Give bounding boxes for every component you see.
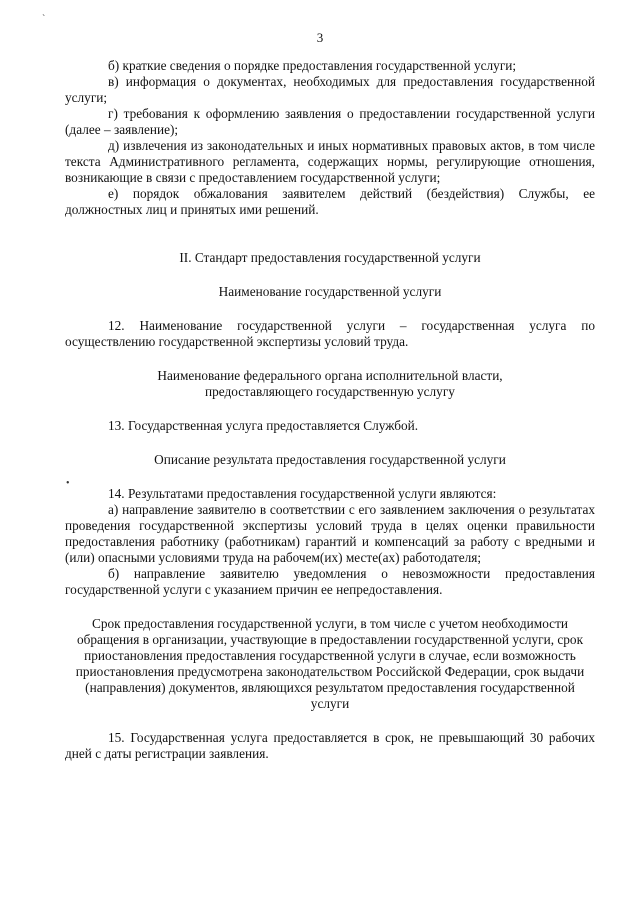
heading-term: Срок предоставления государственной услуги, в том числе с учетом необходимости обращения в организации, участвующие в предоставлении государственной услуги, срок приостановления предоставления государственной услуги в случае, если возможность приостановления предусмотрена законодательством Российской Федерации, срок выдачи (направления) документов, являющихся результатом предоставления государственной услуги [75, 616, 585, 711]
paragraph-e-appeal: е) порядок обжалования заявителем действий (бездействия) Службы, ее должностных лиц и принятых ими решений. [65, 186, 595, 217]
paragraph-15: 15. Государственная услуга предоставляется в срок, не превышающий 30 рабочих дней с даты регистрации заявления. [65, 730, 595, 761]
paragraph-g-requirements: г) требования к оформлению заявления о предоставлении государственной услуги (далее – заявление); [65, 106, 595, 137]
paragraph-b-summary: б) краткие сведения о порядке предоставления государственной услуги; [108, 58, 517, 73]
paragraph-14a: а) направление заявителю в соответствии с его заявлением заключения о результатах проведения государственной экспертизы условий труда в целях оценки правильности предоставления работнику (работникам) гарантий и компенсаций за работу с вредными и (или) опасными условиями труда на рабочем(их) месте(ах) работодателя; [65, 502, 595, 565]
section-title: II. Стандарт предоставления государственной услуги [179, 250, 481, 265]
page-number: 3 [316, 30, 324, 45]
scan-dot: • [66, 478, 70, 489]
document-body [65, 58, 595, 762]
paragraph-14b: б) направление заявителю уведомления о невозможности предоставления государственной услуги с указанием причин ее непредоставления. [65, 566, 595, 597]
heading-service-name: Наименование государственной услуги [218, 284, 442, 299]
heading-federal-body: Наименование федерального органа исполнительной власти, предоставляющего государственную услугу [157, 368, 503, 399]
paragraph-12: 12. Наименование государственной услуги – государственная услуга по осуществлению государственной экспертизы условий труда. [65, 318, 595, 349]
heading-result: Описание результата предоставления государственной услуги [154, 452, 506, 467]
paragraph-14: 14. Результатами предоставления государственной услуги являются: [108, 486, 497, 501]
paragraph-d-extracts: д) извлечения из законодательных и иных нормативных правовых актов, в том числе текста Административного регламента, содержащих нормы, регулирующие отношения, возникающие в связи с предоставлением государственной услуги; [65, 138, 595, 185]
paragraph-v-documents: в) информация о документах, необходимых для предоставления государственной услуги; [65, 74, 595, 105]
paragraph-13: 13. Государственная услуга предоставляется Службой. [108, 418, 419, 433]
scan-mark: ˋ [42, 14, 46, 25]
